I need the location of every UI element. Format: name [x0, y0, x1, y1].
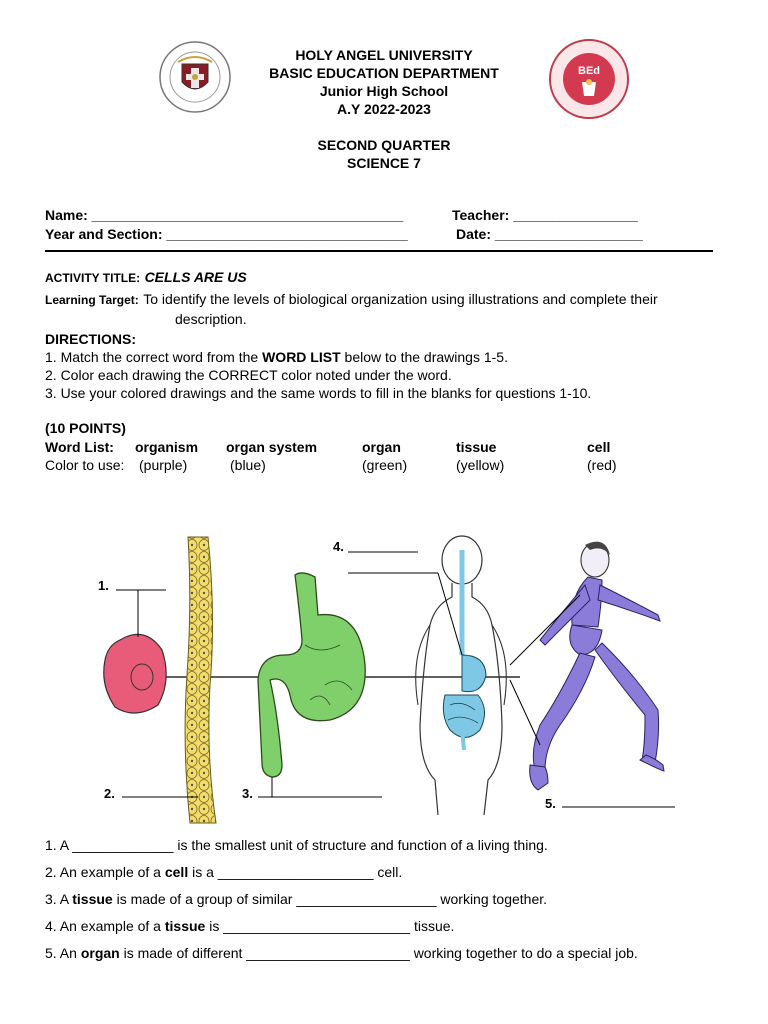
- name-field[interactable]: Name: ________________________________________: [45, 207, 404, 223]
- activity-title-row: [45, 269, 247, 287]
- label-1: 1.: [98, 578, 109, 593]
- color-purple: (purple): [139, 457, 188, 473]
- question-4[interactable]: 4. An example of a tissue is ________________________ tissue.: [45, 918, 455, 934]
- learning-target-text-cont: description.: [175, 311, 247, 327]
- activity-title-label: ACTIVITY TITLE:: [45, 271, 141, 285]
- question-5[interactable]: 5. An organ is made of different _____________________ working together to do a special job.: [45, 945, 638, 961]
- academic-year: A.Y 2022-2023: [337, 101, 431, 117]
- color-label: Color to use:: [45, 457, 125, 473]
- date-field[interactable]: Date: ___________________: [456, 226, 643, 242]
- year-section-field[interactable]: Year and Section: _______________________________: [45, 226, 408, 242]
- learning-target-text: To identify the levels of biological organization using illustrations and complete their: [143, 291, 658, 307]
- department-name: BASIC EDUCATION DEPARTMENT: [269, 65, 499, 81]
- word-organ: organ: [362, 439, 401, 455]
- direction-item: 2. Color each drawing the CORRECT color noted under the word.: [45, 367, 452, 383]
- cell-drawing: [104, 634, 166, 713]
- word-organ-system: organ system: [226, 439, 318, 455]
- tissue-drawing: [185, 537, 216, 823]
- color-green: (green): [362, 457, 408, 473]
- organ-drawing: [258, 573, 365, 777]
- color-blue: (blue): [230, 457, 266, 473]
- label-5: 5.: [545, 796, 556, 811]
- word-organism: organism: [135, 439, 199, 455]
- activity-title: CELLS ARE US: [144, 269, 247, 285]
- question-2[interactable]: 2. An example of a cell is a ____________________ cell.: [45, 864, 403, 880]
- color-yellow: (yellow): [456, 457, 505, 473]
- learning-target-label: Learning Target:: [45, 293, 139, 307]
- directions-label: DIRECTIONS:: [45, 331, 136, 347]
- organ-system-drawing: [416, 536, 507, 815]
- subject-title: SCIENCE 7: [347, 155, 421, 171]
- header-divider: [45, 250, 713, 252]
- direction-item: 1. Match the correct word from the WORD LIST below to the drawings 1-5.: [45, 349, 508, 365]
- label-4: 4.: [333, 539, 344, 554]
- direction-item: 3. Use your colored drawings and the same words to fill in the blanks for questions 1-10.: [45, 385, 592, 401]
- quarter-title: SECOND QUARTER: [317, 137, 451, 153]
- color-red: (red): [587, 457, 617, 473]
- label-3: 3.: [242, 786, 253, 801]
- word-tissue: tissue: [456, 439, 497, 455]
- question-3[interactable]: 3. A tissue is made of a group of similar __________________ working together.: [45, 891, 548, 907]
- school-name: Junior High School: [319, 83, 449, 99]
- label-2: 2.: [104, 786, 115, 801]
- biological-organization-diagram: [90, 515, 680, 825]
- points-label: (10 POINTS): [45, 420, 126, 436]
- organism-drawing: [530, 542, 664, 790]
- learning-target-row: [45, 291, 658, 309]
- word-cell: cell: [587, 439, 611, 455]
- word-list-label: Word List:: [45, 439, 114, 455]
- question-1[interactable]: 1. A _____________ is the smallest unit of structure and function of a living thing.: [45, 837, 548, 853]
- teacher-field[interactable]: Teacher: ________________: [452, 207, 638, 223]
- university-name: HOLY ANGEL UNIVERSITY: [295, 47, 473, 63]
- logo-mark-text: BEd: [578, 65, 600, 77]
